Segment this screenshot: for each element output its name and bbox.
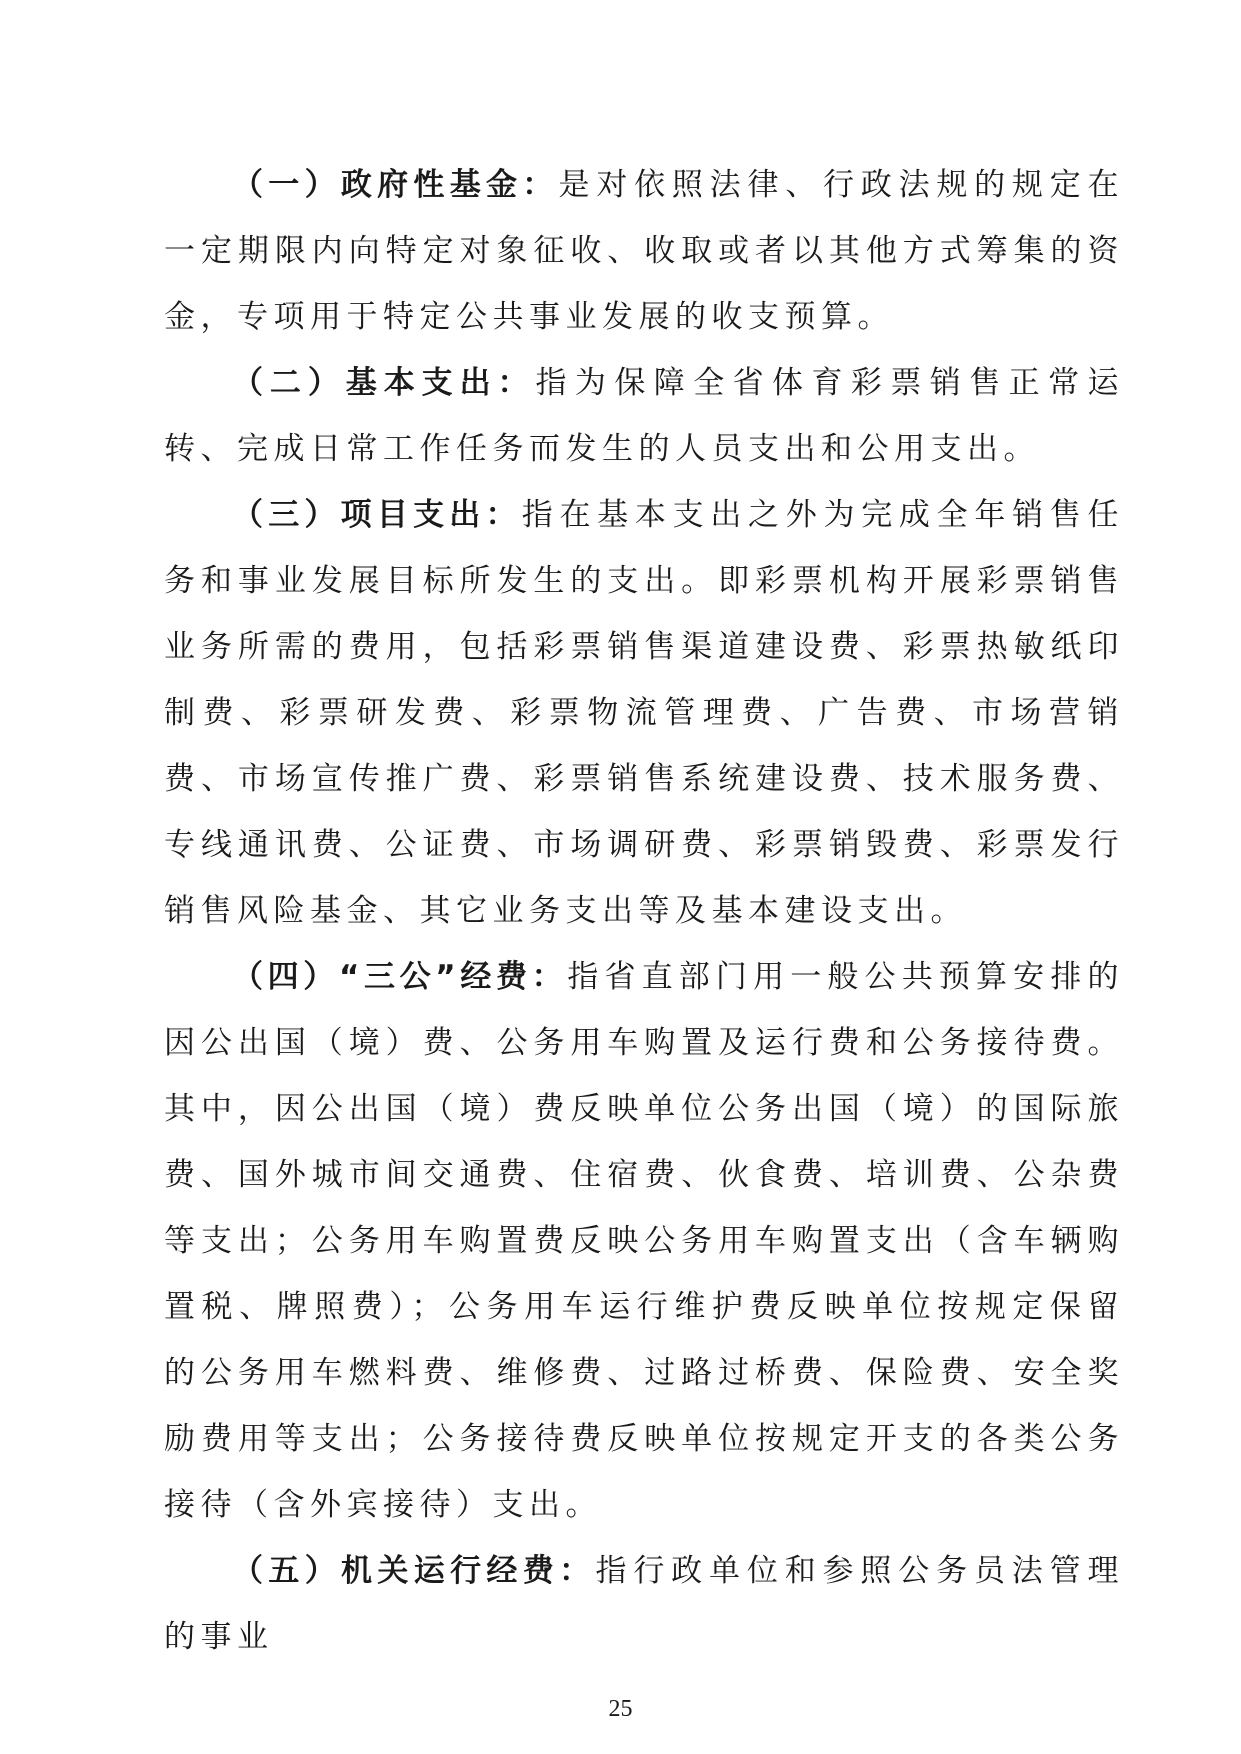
paragraph-heading: （四）“三公”经费： [232, 959, 568, 995]
paragraph-text: 指省直部门用一般公共预算安排的因公出国（境）费、公务用车购置及运行费和公务接待费。其中，因公出国（境）费反映单位公务出国（境）的国际旅费、国外城市间交通费、住宿费、伙食费、培训费、公杂费等支出；公务用车购置费反映公务用车购置支出（含车辆购置税、牌照费）；公务用车运行维护费反映单位按规定保留的公务用车燃料费、维修费、过路过桥费、保险费、安全奖励费用等支出；公务接待费反映单位按规定开支的各类公务接待（含外宾接待）支出。 [164, 959, 1124, 1523]
paragraph-basic-expenditure [164, 350, 1124, 482]
document-body [164, 152, 1124, 1670]
paragraph-heading: （三）项目支出： [232, 497, 522, 533]
paragraph-heading: （五）机关运行经费： [232, 1553, 596, 1589]
paragraph-three-public-expenses [164, 944, 1124, 1538]
paragraph-text: 指为保障全省体育彩票销售正常运转、完成日常工作任务而发生的人员支出和公用支出。 [164, 365, 1125, 467]
paragraph-heading: （二）基本支出： [232, 365, 536, 401]
paragraph-agency-operating-expenses [164, 1538, 1124, 1670]
paragraph-government-fund [164, 152, 1124, 350]
paragraph-text: 是对依照法律、行政法规的规定在一定期限内向特定对象征收、收取或者以其他方式筹集的资金，专项用于特定公共事业发展的收支预算。 [164, 167, 1125, 335]
paragraph-project-expenditure [164, 482, 1124, 944]
paragraph-heading: （一）政府性基金： [232, 167, 559, 203]
page-number: 25 [608, 1696, 633, 1722]
paragraph-text: 指行政单位和参照公务员法管理的事业 [164, 1553, 1125, 1655]
paragraph-text: 指在基本支出之外为完成全年销售任务和事业发展目标所发生的支出。即彩票机构开展彩票销售业务所需的费用，包括彩票销售渠道建设费、彩票热敏纸印制费、彩票研发费、彩票物流管理费、广告费、市场营销费、市场宣传推广费、彩票销售系统建设费、技术服务费、专线通讯费、公证费、市场调研费、彩票销毁费、彩票发行销售风险基金、其它业务支出等及基本建设支出。 [164, 497, 1125, 929]
